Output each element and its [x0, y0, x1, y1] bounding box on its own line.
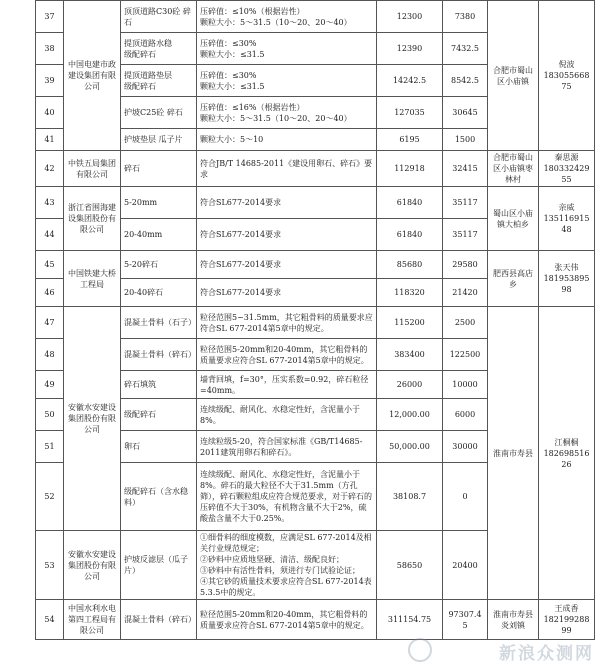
row-number: 41 — [36, 129, 64, 151]
spec-cell: 压碎值：≤16%（根据岩性） 颗粒大小：5～31.5（10～20、20～40） — [197, 97, 377, 129]
company-cell: 中国水利水电第四工程局有限公司 — [64, 600, 121, 640]
spec-cell: 墙背回填，f=30°，压实系数=0.92，碎石粒径=40mm。 — [197, 371, 377, 399]
quantity-cell: 38108.7 — [377, 463, 443, 531]
material-cell: 碎石 — [121, 151, 197, 187]
amount-cell: 0 — [443, 463, 488, 531]
material-cell: 顶顶道路C30砼 碎石 — [121, 1, 197, 33]
spec-cell: 符合SL677-2014要求 — [197, 219, 377, 251]
company-cell: 中国电建市政建设集团有限公司 — [64, 1, 121, 151]
material-cell: 混凝土骨料（碎石） — [121, 600, 197, 640]
row-number: 50 — [36, 399, 64, 431]
contact-cell: 江桐桐 18269851626 — [539, 307, 595, 600]
material-cell: 提顶道路水稳 级配碎石 — [121, 33, 197, 65]
material-cell: 碎石填筑 — [121, 371, 197, 399]
material-cell: 护坡C25砼 碎石 — [121, 97, 197, 129]
spec-cell: 压碎值：≤10%（根据岩性） 颗粒大小：5～31.5（10～20、20～40） — [197, 1, 377, 33]
quantity-cell: 61840 — [377, 187, 443, 219]
watermark-text: 新浪众测网 — [499, 644, 594, 664]
amount-cell: 2500 — [443, 307, 488, 339]
company-cell: 中铁五局集团有限公司 — [64, 151, 121, 187]
spec-cell: 连续粒级5-20，符合国家标准《GB/T14685-2011建筑用卵石和碎石》。 — [197, 431, 377, 463]
spec-cell: ①细骨料的细度模数，应满足SL 677-2014及相关行业规范规定； ②砂料中应质地坚硬、清洁、级配良好； ③砂料中有活性骨料，须进行专门试验论证； ④其它砂的质量技术要求应符合SL 677-2014表5.3.5中的规定。 — [197, 531, 377, 600]
quantity-cell: 26000 — [377, 371, 443, 399]
row-number: 44 — [36, 219, 64, 251]
quantity-cell: 50,000.00 — [377, 431, 443, 463]
contact-cell: 张天伟 18195389598 — [539, 251, 595, 307]
site-cell: 淮南市寿县 — [488, 307, 539, 600]
row-number: 53 — [36, 531, 64, 600]
spec-cell: 压碎值：≤30% 颗粒大小：≤31.5 — [197, 65, 377, 97]
spec-cell: 粒径范围5-20mm和20-40mm，其它粗骨料的质量要求应符合SL 677-2014第5章中的规定。 — [197, 600, 377, 640]
quantity-cell: 12,000.00 — [377, 399, 443, 431]
material-cell: 提顶道路垫层 级配碎石 — [121, 65, 197, 97]
amount-cell: 35117 — [443, 187, 488, 219]
quantity-cell: 383400 — [377, 339, 443, 371]
quantity-cell: 118320 — [377, 279, 443, 307]
company-cell: 安徽水安建设集团股份有限公司 — [64, 307, 121, 531]
amount-cell: 30645 — [443, 97, 488, 129]
quantity-cell: 85680 — [377, 251, 443, 279]
material-cell: 20-40碎石 — [121, 279, 197, 307]
spec-cell: 连续级配、耐风化、水稳定性好，含泥量小于8%。碎石的最大粒径不大于31.5mm（方孔筛），碎石颗粒组成应符合规范要求，对于碎石的压碎值不大于30%，有机物含量不大于2%，硫酸盐含量不大于0.25%。 — [197, 463, 377, 531]
spec-cell: 压碎值：≤30% 颗粒大小：≤31.5 — [197, 33, 377, 65]
amount-cell: 20400 — [443, 531, 488, 600]
quantity-cell: 14242.5 — [377, 65, 443, 97]
table-row — [36, 251, 595, 279]
material-cell: 混凝土骨料（碎石） — [121, 339, 197, 371]
amount-cell: 8542.5 — [443, 65, 488, 97]
material-cell: 混凝土骨料（石子） — [121, 307, 197, 339]
quantity-cell: 61840 — [377, 219, 443, 251]
row-number: 51 — [36, 431, 64, 463]
row-number: 37 — [36, 1, 64, 33]
quantity-cell: 311154.75 — [377, 600, 443, 640]
site-cell: 合肥市蜀山区小庙镇 — [488, 1, 539, 151]
company-cell: 浙江省围海建设集团股份有限公司 — [64, 187, 121, 251]
row-number: 42 — [36, 151, 64, 187]
amount-cell: 6000 — [443, 399, 488, 431]
site-cell: 蜀山区小庙镇大柏乡 — [488, 187, 539, 251]
site-cell: 合肥市蜀山区小庙镇枣林村 — [488, 151, 539, 187]
company-cell: 安徽水安建设集团股份有限公司 — [64, 531, 121, 600]
table-row — [36, 600, 595, 640]
row-number: 40 — [36, 97, 64, 129]
quantity-cell: 12390 — [377, 33, 443, 65]
spec-cell: 符合SL677-2014要求 — [197, 279, 377, 307]
quantity-cell: 112918 — [377, 151, 443, 187]
row-number: 54 — [36, 600, 64, 640]
amount-cell: 122500 — [443, 339, 488, 371]
row-number: 49 — [36, 371, 64, 399]
spec-cell: 符合SL677-2014要求 — [197, 251, 377, 279]
materials-table — [35, 0, 595, 640]
site-cell: 肥西县高店乡 — [488, 251, 539, 307]
spec-cell: 粒径范围5-20mm和20-40mm，其它粗骨料的质量要求应符合SL 677-2014第5章中的规定。 — [197, 339, 377, 371]
watermark-logo — [408, 638, 432, 662]
contact-cell: 秦思源 18033242955 — [539, 151, 595, 187]
material-cell: 护坡垫层 瓜子片 — [121, 129, 197, 151]
contact-cell: 王成香 18219928899 — [539, 600, 595, 640]
table-row — [36, 187, 595, 219]
spec-cell: 连续级配、耐风化、水稳定性好，含泥量小于8%。 — [197, 399, 377, 431]
row-number: 38 — [36, 33, 64, 65]
material-cell: 20-40mm — [121, 219, 197, 251]
company-cell: 中国铁建大桥工程局 — [64, 251, 121, 307]
row-number: 52 — [36, 463, 64, 531]
material-cell: 级配碎石 — [121, 399, 197, 431]
row-number: 39 — [36, 65, 64, 97]
material-cell: 5-20mm — [121, 187, 197, 219]
row-number: 48 — [36, 339, 64, 371]
material-cell: 卵石 — [121, 431, 197, 463]
amount-cell: 1500 — [443, 129, 488, 151]
row-number: 47 — [36, 307, 64, 339]
amount-cell: 97307.45 — [443, 600, 488, 640]
table-row — [36, 151, 595, 187]
row-number: 43 — [36, 187, 64, 219]
table-row — [36, 1, 595, 33]
contact-cell: 倪波 18305566875 — [539, 1, 595, 151]
quantity-cell: 115200 — [377, 307, 443, 339]
site-cell: 淮南市寿县炎刘镇 — [488, 600, 539, 640]
row-number: 46 — [36, 279, 64, 307]
quantity-cell: 6195 — [377, 129, 443, 151]
spec-cell: 符合JB/T 14685-2011《建设用卵石、碎石》要求 — [197, 151, 377, 187]
amount-cell: 35117 — [443, 219, 488, 251]
amount-cell: 7432.5 — [443, 33, 488, 65]
amount-cell: 32415 — [443, 151, 488, 187]
contact-cell: 亲威 13511691548 — [539, 187, 595, 251]
material-cell: 5-20碎石 — [121, 251, 197, 279]
material-cell: 护坡反滤层（瓜子片） — [121, 531, 197, 600]
spec-cell: 粒径范围5~31.5mm，其它粗骨料的质量要求应符合SL 677-2014第5章中的规定。 — [197, 307, 377, 339]
amount-cell: 10000 — [443, 371, 488, 399]
quantity-cell: 127035 — [377, 97, 443, 129]
amount-cell: 7380 — [443, 1, 488, 33]
material-cell: 级配碎石（含水稳料） — [121, 463, 197, 531]
amount-cell: 29580 — [443, 251, 488, 279]
amount-cell: 21420 — [443, 279, 488, 307]
spec-cell: 符合SL677-2014要求 — [197, 187, 377, 219]
row-number: 45 — [36, 251, 64, 279]
amount-cell: 30000 — [443, 431, 488, 463]
table-row — [36, 307, 595, 339]
quantity-cell: 12300 — [377, 1, 443, 33]
quantity-cell: 58650 — [377, 531, 443, 600]
spec-cell: 颗粒大小：5～10 — [197, 129, 377, 151]
